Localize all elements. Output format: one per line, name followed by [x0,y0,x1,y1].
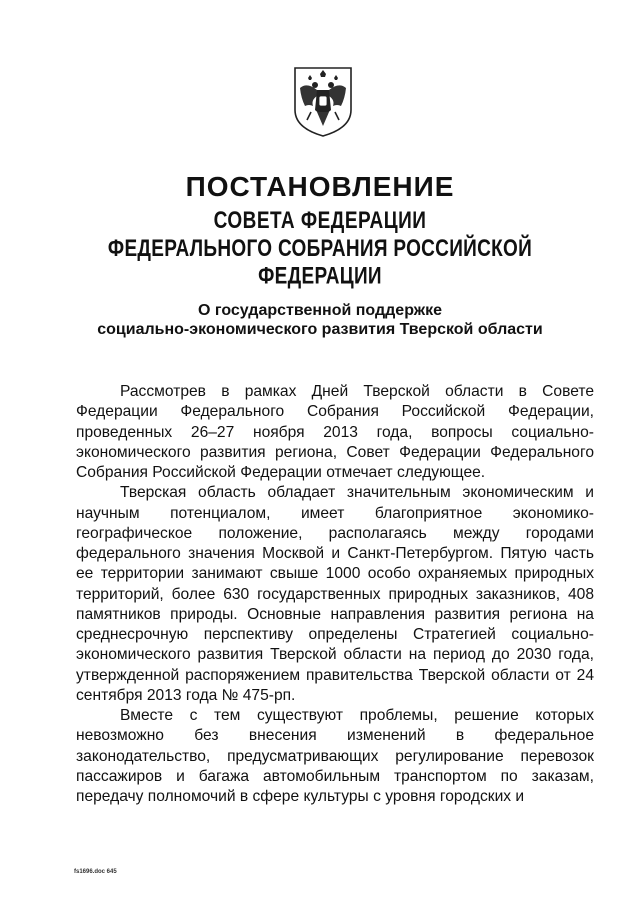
subject-line-1: О государственной поддержке [197,302,443,319]
document-body [76,382,594,807]
body-paragraph-3: Вместе с тем существуют проблемы, решение которых невозможно без внесения изменений в федеральное законодательство, предусматривающих регулирование перевозок пассажиров и багажа автомобильным транспортом по заказам, передачу полномочий в сфере культуры с уровня городских и [76,707,594,805]
body-paragraph-2: Тверская область обладает значительным экономическим и научным потенциалом, имеет благоприятное экономико-географическое положение, располагаясь между городами федерального значения Москвой и Санкт-Петербургом. Пятую часть ее территории занимают свыше 1000 особо охраняемых природных территорий, более 630 государственных природных заказников, 408 памятников природы. Основные направления развития региона на среднесрочную перспективу определены Стратегией социально-экономического развития Тверской области на период до 2030 года, утвержденной распоряжением правительства Тверской области от 24 сентября 2013 года № 475-рп. [76,484,594,704]
subject-line-2: социально-экономического развития Тверской области [97,321,543,338]
issuer-line-2: ФЕДЕРАЛЬНОГО СОБРАНИЯ РОССИЙСКОЙ ФЕДЕРАЦИИ [107,236,533,290]
document-subject [80,301,560,339]
coat-of-arms-icon [291,66,355,138]
file-reference: fs1696.doc 645 [74,869,117,875]
document-title: ПОСТАНОВЛЕНИЕ [185,171,455,202]
body-paragraph-1: Рассмотрев в рамках Дней Тверской области в Совете Федерации Федерального Собрания Российской Федерации, проведенных 26–27 ноября 2013 года, вопросы социально-экономического развития региона, Совет Федерации Федерального Собрания Российской Федерации отмечает следующее. [76,383,594,481]
issuer-line-1: СОВЕТА ФЕДЕРАЦИИ [213,208,427,235]
